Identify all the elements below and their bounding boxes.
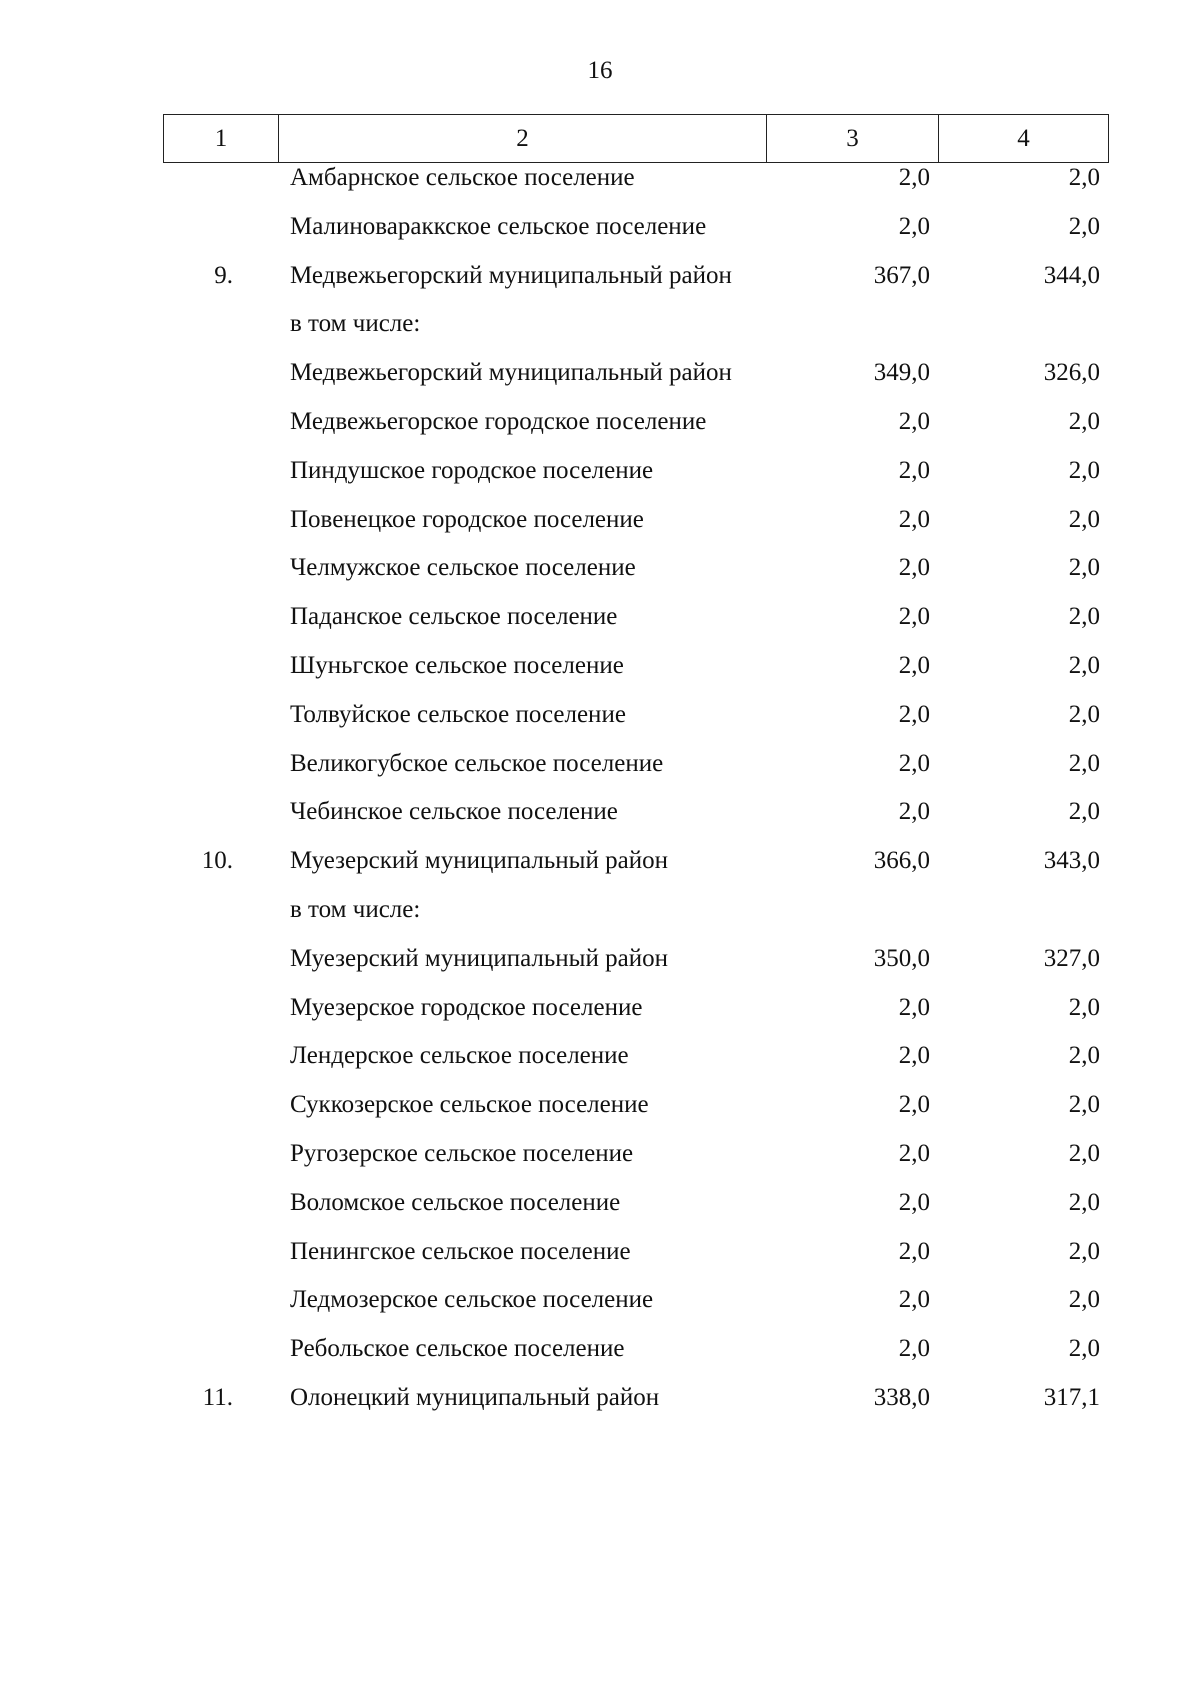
column-header-2: 2: [279, 115, 767, 163]
row-name: Муезерский муниципальный район: [290, 847, 668, 875]
row-name: Пиндушское городское поселение: [290, 456, 654, 484]
row-value-col3: 2,0: [898, 212, 930, 240]
row-value-col3: 2,0: [898, 407, 930, 435]
row-value-col4: 2,0: [1068, 603, 1100, 631]
column-header-1: 1: [164, 115, 279, 163]
table-row: [163, 1089, 1108, 1121]
row-name: Шуньгское сельское поселение: [290, 651, 624, 679]
table-row: [163, 943, 1108, 975]
table-row: [163, 552, 1108, 584]
row-value-col4: 2,0: [1068, 1042, 1100, 1070]
row-name: Пенингское сельское поселение: [290, 1237, 631, 1265]
row-value-col4: 2,0: [1068, 651, 1100, 679]
row-number: 9.: [214, 261, 233, 289]
table-row: [163, 1236, 1108, 1268]
row-value-col3: 2,0: [898, 651, 930, 679]
table-row: [163, 1040, 1108, 1072]
row-value-col4: 2,0: [1068, 1091, 1100, 1119]
row-name: Ледмозерское сельское поселение: [290, 1286, 654, 1314]
row-value-col4: 2,0: [1068, 212, 1100, 240]
row-value-col3: 2,0: [898, 603, 930, 631]
column-header-row: [164, 115, 1109, 163]
row-value-col4: 2,0: [1068, 505, 1100, 533]
table-row: [163, 1138, 1108, 1170]
row-value-col3: 338,0: [873, 1383, 930, 1411]
row-value-col3: 2,0: [898, 1139, 930, 1167]
table-row: [163, 308, 1108, 340]
row-value-col4: 2,0: [1068, 700, 1100, 728]
row-name: Олонецкий муниципальный район: [290, 1383, 660, 1411]
row-value-col4: 344,0: [1043, 261, 1100, 289]
table-row: [163, 845, 1108, 877]
row-value-col3: 2,0: [898, 164, 930, 191]
row-value-col4: 2,0: [1068, 407, 1100, 435]
table-row: [163, 1187, 1108, 1219]
row-value-col3: 349,0: [873, 359, 930, 387]
row-name: Воломское сельское поселение: [290, 1188, 621, 1216]
table-row: [163, 992, 1108, 1024]
table-row: [163, 260, 1108, 292]
row-value-col3: 2,0: [898, 1286, 930, 1314]
page-number: 16: [587, 57, 613, 84]
row-name: Медвежьегорский муниципальный район: [290, 261, 732, 289]
row-name: Ребольское сельское поселение: [290, 1335, 625, 1363]
row-value-col4: 2,0: [1068, 1237, 1100, 1265]
row-value-col3: 2,0: [898, 1091, 930, 1119]
row-name: Челмужское сельское поселение: [290, 554, 636, 582]
row-value-col4: 326,0: [1043, 359, 1100, 387]
row-value-col4: 327,0: [1043, 944, 1100, 972]
row-value-col4: 317,1: [1043, 1383, 1100, 1411]
row-value-col3: 2,0: [898, 1188, 930, 1216]
table-row: [163, 1284, 1108, 1316]
row-name: Муезерское городское поселение: [290, 993, 643, 1021]
row-name: Суккозерское сельское поселение: [290, 1091, 649, 1119]
row-value-col3: 2,0: [898, 554, 930, 582]
row-value-col4: 343,0: [1043, 847, 1100, 875]
row-name: Чебинское сельское поселение: [290, 798, 618, 826]
row-name: Лендерское сельское поселение: [290, 1042, 629, 1070]
row-name: Великогубское сельское поселение: [290, 749, 664, 777]
table-row: [163, 748, 1108, 780]
row-name: Малиновараккское сельское поселение: [290, 212, 707, 240]
row-number: 11.: [202, 1383, 233, 1411]
table-row: [163, 894, 1108, 926]
row-name: Паданское сельское поселение: [290, 603, 618, 631]
column-header-table: [163, 114, 1109, 163]
column-header-4: 4: [939, 115, 1109, 163]
table-row: [163, 455, 1108, 487]
row-value-col4: 2,0: [1068, 798, 1100, 826]
row-name: в том числе:: [290, 310, 421, 338]
row-value-col3: 366,0: [873, 847, 930, 875]
row-name: Муезерский муниципальный район: [290, 944, 668, 972]
row-name: Медвежьегорский муниципальный район: [290, 359, 732, 387]
row-name: Амбарнское сельское поселение: [290, 164, 635, 191]
row-value-col4: 2,0: [1068, 1188, 1100, 1216]
row-value-col3: 350,0: [873, 944, 930, 972]
row-number: 10.: [201, 847, 233, 875]
row-name: Медвежьегорское городское поселение: [290, 407, 707, 435]
row-value-col4: 2,0: [1068, 993, 1100, 1021]
row-value-col4: 2,0: [1068, 1335, 1100, 1363]
table-row: [163, 796, 1108, 828]
row-value-col3: 2,0: [898, 1237, 930, 1265]
row-name: Толвуйское сельское поселение: [290, 700, 626, 728]
row-value-col3: 2,0: [898, 749, 930, 777]
table-body: [163, 162, 1108, 1431]
row-name: Ругозерское сельское поселение: [290, 1139, 634, 1167]
row-name: Повенецкое городское поселение: [290, 505, 644, 533]
table-row: [163, 699, 1108, 731]
row-value-col3: 2,0: [898, 456, 930, 484]
table-row: [163, 211, 1108, 243]
table-row: [163, 504, 1108, 536]
row-value-col4: 2,0: [1068, 456, 1100, 484]
table-row: [163, 406, 1108, 438]
row-value-col4: 2,0: [1068, 1286, 1100, 1314]
row-value-col3: 2,0: [898, 505, 930, 533]
row-value-col3: 2,0: [898, 1335, 930, 1363]
row-value-col4: 2,0: [1068, 164, 1100, 191]
row-value-col3: 2,0: [898, 1042, 930, 1070]
table-row: [163, 1382, 1108, 1414]
row-value-col3: 2,0: [898, 993, 930, 1021]
table-row: [163, 1333, 1108, 1365]
row-value-col3: 2,0: [898, 700, 930, 728]
table-row: [163, 162, 1108, 194]
table-row: [163, 650, 1108, 682]
row-value-col4: 2,0: [1068, 749, 1100, 777]
row-value-col4: 2,0: [1068, 554, 1100, 582]
table-row: [163, 357, 1108, 389]
row-value-col3: 367,0: [873, 261, 930, 289]
table-row: [163, 601, 1108, 633]
row-value-col4: 2,0: [1068, 1139, 1100, 1167]
row-name: в том числе:: [290, 895, 421, 923]
column-header-3: 3: [767, 115, 939, 163]
row-value-col3: 2,0: [898, 798, 930, 826]
